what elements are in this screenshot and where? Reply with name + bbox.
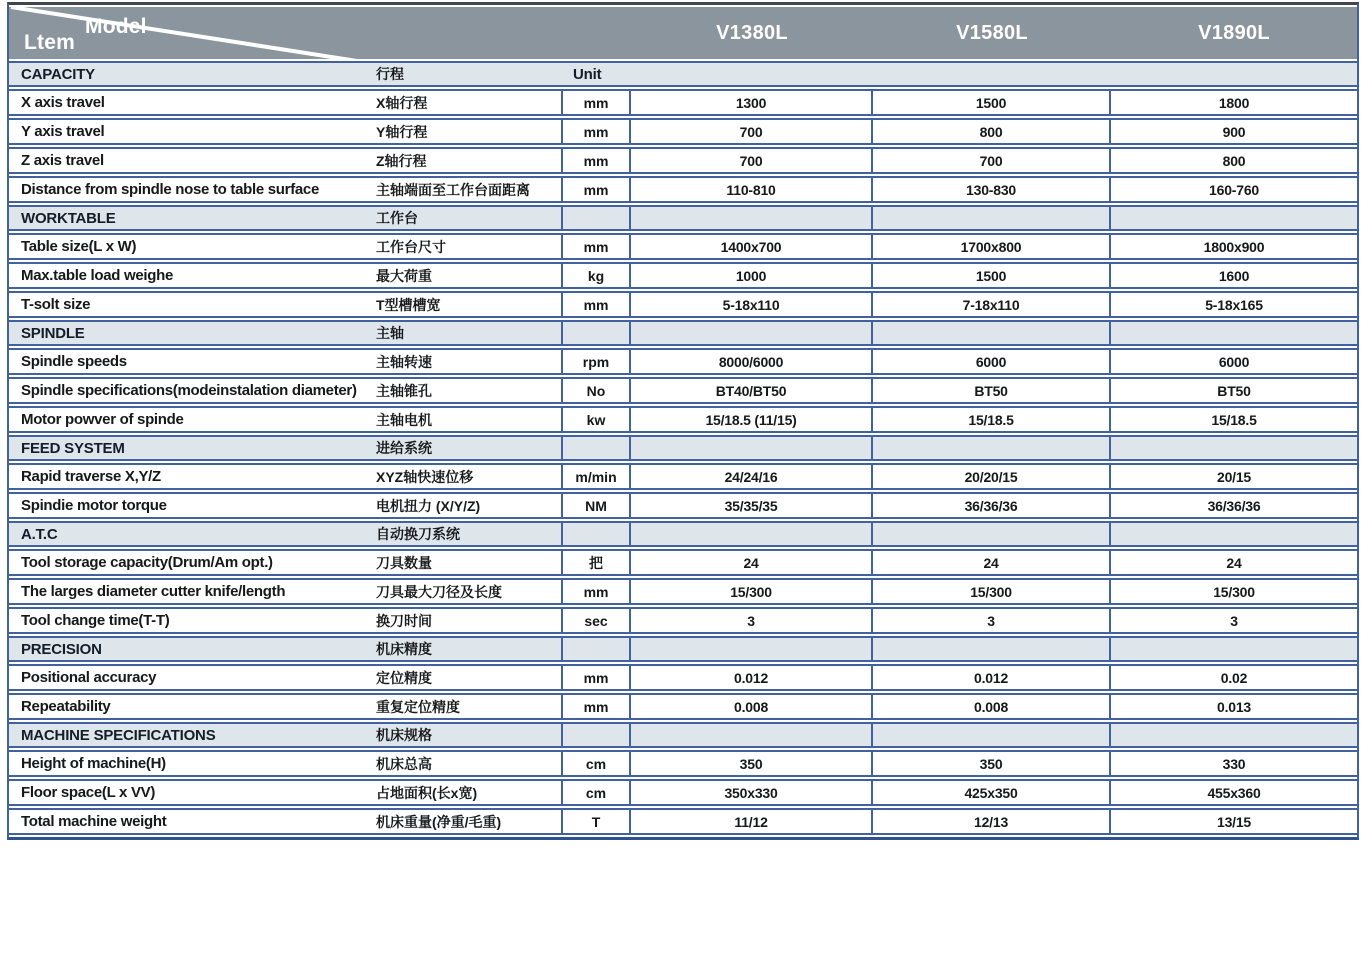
spec-label-en: Table size(L x W) (9, 233, 375, 260)
section-value-cell (631, 61, 873, 87)
spec-value: 800 (873, 118, 1111, 145)
spec-value: 15/18.5 (873, 406, 1111, 433)
section-title-en: A.T.C (9, 521, 375, 547)
spec-value: 455x360 (1111, 779, 1357, 806)
spec-value: 5-18x165 (1111, 291, 1357, 318)
spec-value: 3 (631, 607, 873, 634)
spec-label-zh: XYZ轴快速位移 (375, 463, 561, 490)
spec-value: 800 (1111, 147, 1357, 174)
section-title-zh: 机床规格 (375, 722, 561, 748)
spec-value: 130-830 (873, 176, 1111, 203)
section-value-cell (631, 320, 873, 346)
spec-value: 24 (873, 549, 1111, 576)
spec-value: 12/13 (873, 808, 1111, 835)
model-column-v1580l: V1580L (873, 7, 1111, 59)
spec-value: 160-760 (1111, 176, 1357, 203)
spec-label-en: Max.table load weighe (9, 262, 375, 289)
spec-value: 6000 (873, 348, 1111, 375)
spec-value: 20/20/15 (873, 463, 1111, 490)
item-axis-label: Ltem (24, 31, 75, 54)
unit-column-header (561, 435, 631, 461)
section-header-row (9, 205, 1357, 231)
spec-label-en: Total machine weight (9, 808, 375, 835)
spec-label-en: Rapid traverse X,Y/Z (9, 463, 375, 490)
spec-value: 1800x900 (1111, 233, 1357, 260)
spec-value: 110-810 (631, 176, 873, 203)
spec-unit: mm (561, 233, 631, 260)
spec-value: 900 (1111, 118, 1357, 145)
spec-label-en: X axis travel (9, 89, 375, 116)
spec-value: 1500 (873, 262, 1111, 289)
spec-label-en: Spindie motor torque (9, 492, 375, 519)
spec-value: 3 (1111, 607, 1357, 634)
spec-value: 1400x700 (631, 233, 873, 260)
spec-row (9, 176, 1357, 203)
section-title-en: CAPACITY (9, 61, 375, 87)
section-title-zh: 行程 (375, 61, 561, 87)
spec-label-zh: 电机扭力 (X/Y/Z) (375, 492, 561, 519)
section-value-cell (1111, 61, 1357, 87)
spec-value: 700 (631, 147, 873, 174)
spec-label-en: Z axis travel (9, 147, 375, 174)
spec-value: 350 (873, 750, 1111, 777)
section-header-row (9, 521, 1357, 547)
spec-row (9, 118, 1357, 145)
spec-value: 1600 (1111, 262, 1357, 289)
spec-label-zh: T型槽槽宽 (375, 291, 561, 318)
section-value-cell (631, 636, 873, 662)
unit-column-header (561, 521, 631, 547)
section-value-cell (1111, 722, 1357, 748)
spec-unit: No (561, 377, 631, 404)
spec-value: 24 (1111, 549, 1357, 576)
spec-value: 35/35/35 (631, 492, 873, 519)
spec-label-en: Spindle specifications(modeinstalation diameter) (9, 377, 375, 404)
spec-value: 24 (631, 549, 873, 576)
spec-value: 6000 (1111, 348, 1357, 375)
section-title-en: PRECISION (9, 636, 375, 662)
model-axis-label: Model (85, 15, 147, 38)
spec-label-zh: 主轴电机 (375, 406, 561, 433)
spec-value: 15/300 (873, 578, 1111, 605)
spec-value: 1700x800 (873, 233, 1111, 260)
spec-value: 8000/6000 (631, 348, 873, 375)
section-title-zh: 工作台 (375, 205, 561, 231)
spec-label-en: Floor space(L x VV) (9, 779, 375, 806)
spec-table (9, 5, 1357, 837)
spec-value: 15/18.5 (11/15) (631, 406, 873, 433)
spec-value: 36/36/36 (873, 492, 1111, 519)
spec-label-en: Motor powver of spinde (9, 406, 375, 433)
section-value-cell (1111, 435, 1357, 461)
spec-value: BT40/BT50 (631, 377, 873, 404)
spec-value: 24/24/16 (631, 463, 873, 490)
spec-label-zh: 主轴锥孔 (375, 377, 561, 404)
spec-label-zh: 换刀时间 (375, 607, 561, 634)
spec-value: 0.008 (631, 693, 873, 720)
spec-value: 1800 (1111, 89, 1357, 116)
spec-label-en: Repeatability (9, 693, 375, 720)
spec-label-zh: 主轴转速 (375, 348, 561, 375)
spec-value: 15/300 (631, 578, 873, 605)
spec-label-zh: Y轴行程 (375, 118, 561, 145)
section-title-en: MACHINE SPECIFICATIONS (9, 722, 375, 748)
spec-unit: mm (561, 176, 631, 203)
section-title-en: WORKTABLE (9, 205, 375, 231)
section-value-cell (873, 636, 1111, 662)
unit-column-header (561, 205, 631, 231)
spec-unit: NM (561, 492, 631, 519)
spec-label-zh: 机床重量(净重/毛重) (375, 808, 561, 835)
section-title-zh: 自动换刀系统 (375, 521, 561, 547)
spec-value: 0.012 (873, 664, 1111, 691)
section-value-cell (873, 320, 1111, 346)
spec-value: 15/18.5 (1111, 406, 1357, 433)
section-value-cell (631, 205, 873, 231)
spec-value: 0.012 (631, 664, 873, 691)
spec-label-zh: 刀具数量 (375, 549, 561, 576)
spec-unit: mm (561, 291, 631, 318)
spec-row (9, 147, 1357, 174)
model-column-v1890l: V1890L (1111, 7, 1357, 59)
spec-label-zh: Z轴行程 (375, 147, 561, 174)
section-title-en: FEED SYSTEM (9, 435, 375, 461)
spec-row (9, 779, 1357, 806)
spec-value: 5-18x110 (631, 291, 873, 318)
spec-label-en: T-solt size (9, 291, 375, 318)
spec-label-zh: 定位精度 (375, 664, 561, 691)
spec-value: 350 (631, 750, 873, 777)
model-header-row (9, 7, 1357, 59)
spec-unit: cm (561, 750, 631, 777)
spec-row (9, 89, 1357, 116)
spec-row (9, 492, 1357, 519)
section-header-row (9, 320, 1357, 346)
section-value-cell (631, 521, 873, 547)
section-value-cell (873, 61, 1111, 87)
spec-table-body (9, 61, 1357, 835)
spec-value: BT50 (1111, 377, 1357, 404)
section-title-zh: 机床精度 (375, 636, 561, 662)
spec-value: BT50 (873, 377, 1111, 404)
item-model-corner-cell (9, 7, 631, 59)
spec-value: 0.013 (1111, 693, 1357, 720)
spec-unit: m/min (561, 463, 631, 490)
spec-label-zh: X轴行程 (375, 89, 561, 116)
spec-row (9, 377, 1357, 404)
spec-label-zh: 主轴端面至工作台面距离 (375, 176, 561, 203)
spec-row (9, 549, 1357, 576)
spec-value: 20/15 (1111, 463, 1357, 490)
spec-unit: mm (561, 89, 631, 116)
spec-row (9, 348, 1357, 375)
spec-value: 1500 (873, 89, 1111, 116)
section-title-zh: 主轴 (375, 320, 561, 346)
spec-row (9, 664, 1357, 691)
spec-row (9, 578, 1357, 605)
spec-row (9, 750, 1357, 777)
section-value-cell (873, 722, 1111, 748)
spec-label-en: Tool storage capacity(Drum/Am opt.) (9, 549, 375, 576)
spec-value: 330 (1111, 750, 1357, 777)
spec-label-en: Distance from spindle nose to table surface (9, 176, 375, 203)
section-value-cell (1111, 205, 1357, 231)
section-header-row (9, 722, 1357, 748)
spec-value: 3 (873, 607, 1111, 634)
spec-row (9, 233, 1357, 260)
section-title-zh: 进给系统 (375, 435, 561, 461)
spec-unit: 把 (561, 549, 631, 576)
spec-value: 7-18x110 (873, 291, 1111, 318)
spec-unit: cm (561, 779, 631, 806)
spec-value: 1000 (631, 262, 873, 289)
spec-label-en: Spindle speeds (9, 348, 375, 375)
spec-value: 350x330 (631, 779, 873, 806)
spec-label-en: Positional accuracy (9, 664, 375, 691)
spec-label-zh: 工作台尺寸 (375, 233, 561, 260)
spec-value: 0.02 (1111, 664, 1357, 691)
spec-unit: mm (561, 693, 631, 720)
spec-label-zh: 重复定位精度 (375, 693, 561, 720)
spec-label-en: Height of machine(H) (9, 750, 375, 777)
unit-column-header (561, 320, 631, 346)
section-header-row (9, 636, 1357, 662)
spec-value: 36/36/36 (1111, 492, 1357, 519)
spec-row (9, 463, 1357, 490)
section-value-cell (873, 435, 1111, 461)
spec-value: 425x350 (873, 779, 1111, 806)
spec-row (9, 291, 1357, 318)
spec-row (9, 262, 1357, 289)
spec-value: 1300 (631, 89, 873, 116)
section-header-row (9, 61, 1357, 87)
spec-label-zh: 刀具最大刀径及长度 (375, 578, 561, 605)
section-value-cell (1111, 521, 1357, 547)
section-value-cell (1111, 636, 1357, 662)
spec-label-zh: 占地面积(长x宽) (375, 779, 561, 806)
spec-value: 700 (631, 118, 873, 145)
spec-unit: sec (561, 607, 631, 634)
spec-unit: rpm (561, 348, 631, 375)
spec-value: 0.008 (873, 693, 1111, 720)
spec-unit: T (561, 808, 631, 835)
spec-row (9, 808, 1357, 835)
section-header-row (9, 435, 1357, 461)
spec-unit: mm (561, 118, 631, 145)
spec-row (9, 607, 1357, 634)
spec-label-zh: 机床总高 (375, 750, 561, 777)
section-value-cell (631, 435, 873, 461)
spec-label-en: Tool change time(T-T) (9, 607, 375, 634)
spec-unit: mm (561, 147, 631, 174)
spec-value: 13/15 (1111, 808, 1357, 835)
section-value-cell (1111, 320, 1357, 346)
spec-row (9, 693, 1357, 720)
spec-value: 700 (873, 147, 1111, 174)
spec-label-en: The larges diameter cutter knife/length (9, 578, 375, 605)
spec-unit: kw (561, 406, 631, 433)
section-value-cell (873, 205, 1111, 231)
spec-unit: mm (561, 578, 631, 605)
section-value-cell (873, 521, 1111, 547)
spec-label-zh: 最大荷重 (375, 262, 561, 289)
model-column-v1380l: V1380L (631, 7, 873, 59)
spec-value: 11/12 (631, 808, 873, 835)
spec-value: 15/300 (1111, 578, 1357, 605)
unit-column-header: Unit (561, 61, 631, 87)
unit-column-header (561, 722, 631, 748)
spec-label-en: Y axis travel (9, 118, 375, 145)
spec-row (9, 406, 1357, 433)
spec-unit: kg (561, 262, 631, 289)
section-title-en: SPINDLE (9, 320, 375, 346)
section-value-cell (631, 722, 873, 748)
unit-column-header (561, 636, 631, 662)
spec-table-frame (7, 2, 1359, 840)
spec-unit: mm (561, 664, 631, 691)
